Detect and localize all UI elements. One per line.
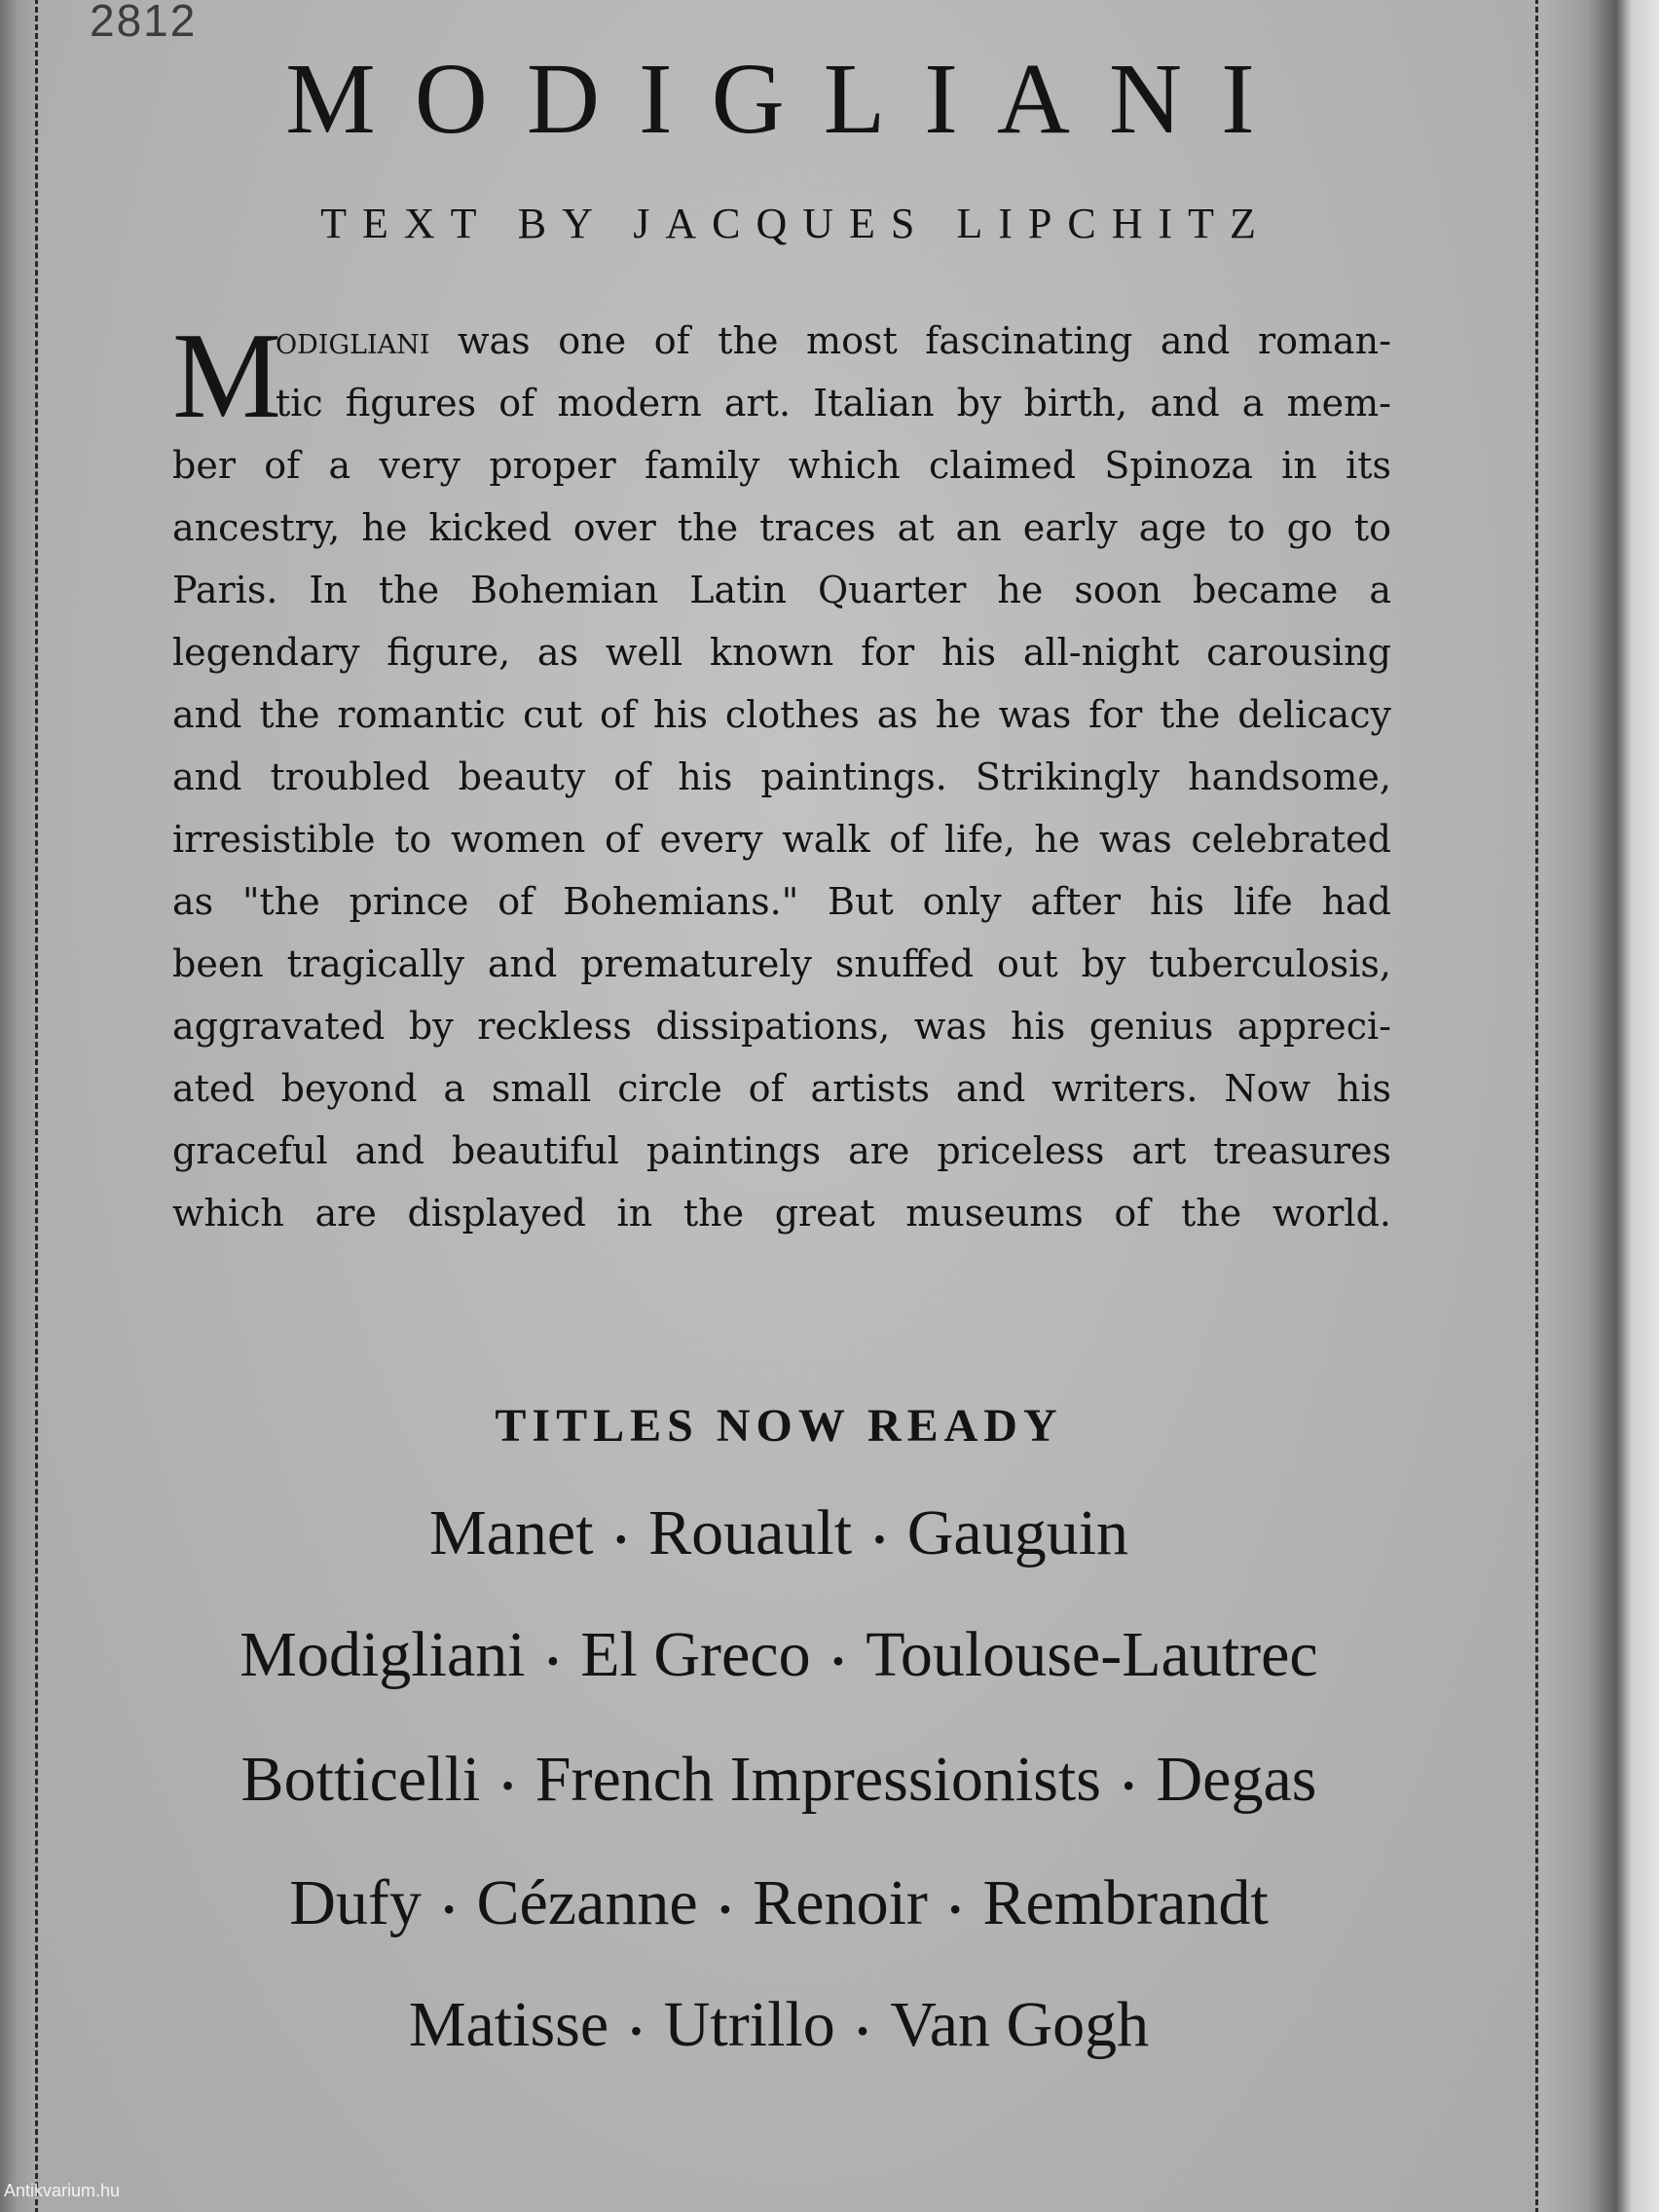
paragraph-line: graceful and beautiful paintings are priceless art treasures — [172, 1129, 1391, 1172]
title-item: Degas — [1156, 1744, 1317, 1815]
description-paragraph — [172, 310, 1391, 1244]
bullet-separator: • — [719, 1889, 732, 1929]
titles-row — [146, 1736, 1412, 1829]
titles-row — [146, 1611, 1412, 1705]
title-item: Toulouse-Lautrec — [866, 1619, 1318, 1690]
bullet-separator: • — [1122, 1765, 1135, 1805]
book-title: MODIGLIANI — [285, 43, 1294, 155]
title-item: El Greco — [580, 1619, 811, 1690]
line-text: was one of the most fascinating and roman- — [429, 319, 1391, 362]
titles-row — [146, 1981, 1412, 2075]
paragraph-line: which are displayed in the great museums of the world. — [172, 1192, 1391, 1235]
first-word: odigliani — [276, 319, 430, 362]
paragraph-line: been tragically and prematurely snuffed out by tuberculosis, — [172, 942, 1391, 985]
bullet-separator: • — [873, 1519, 886, 1559]
title-item: Matisse — [408, 1989, 609, 2060]
paragraph-line: as "the prince of Bohemians." But only after his life had — [172, 880, 1391, 923]
title-item: Utrillo — [663, 1989, 835, 2060]
titles-heading: TITLES NOW READY — [495, 1400, 1063, 1452]
title-item: Renoir — [753, 1867, 928, 1938]
paragraph-line: ber of a very proper family which claimed Spinoza in its — [172, 444, 1391, 487]
paragraph-line: legendary figure, as well known for his all-night carousing — [172, 631, 1391, 674]
bullet-separator: • — [501, 1765, 514, 1805]
bullet-separator: • — [614, 1519, 628, 1559]
titles-row — [146, 1490, 1412, 1583]
bullet-separator: • — [831, 1641, 845, 1680]
title-item: Dufy — [289, 1867, 422, 1938]
drop-cap: M — [172, 309, 282, 444]
paragraph-line: aggravated by reckless dissipations, was his genius appreci- — [172, 1005, 1391, 1048]
bullet-separator: • — [856, 2010, 869, 2050]
paragraph-line: tic figures of modern art. Italian by birth, and a mem- — [276, 382, 1391, 424]
paragraph-line: Paris. In the Bohemian Latin Quarter he soon became a — [172, 569, 1391, 611]
paragraph-line: and the romantic cut of his clothes as he was for the delicacy — [172, 693, 1391, 736]
title-item: Botticelli — [240, 1744, 481, 1815]
title-item: Manet — [428, 1497, 594, 1568]
title-item: Modigliani — [240, 1619, 526, 1690]
title-item: Rouault — [648, 1497, 853, 1568]
title-item: French Impressionists — [535, 1744, 1101, 1815]
paragraph-line: ated beyond a small circle of artists and writers. Now his — [172, 1067, 1391, 1110]
title-item: Rembrandt — [982, 1867, 1269, 1938]
title-item: Cézanne — [476, 1867, 698, 1938]
title-item: Van Gogh — [890, 1989, 1150, 2060]
title-item: Gauguin — [906, 1497, 1129, 1568]
paragraph-line: ancestry, he kicked over the traces at an early age to go to — [172, 506, 1391, 549]
handwritten-note: 2812 — [90, 0, 198, 46]
paragraph-line: irresistible to women of every walk of life, he was celebrated — [172, 818, 1391, 861]
bullet-separator: • — [948, 1889, 962, 1929]
author-byline: TEXT BY JACQUES LIPCHITZ — [320, 200, 1272, 247]
titles-row — [146, 1860, 1412, 1953]
bullet-separator: • — [442, 1889, 456, 1929]
bullet-separator: • — [546, 1641, 560, 1680]
watermark-text: Antikvarium.hu — [4, 2181, 121, 2200]
bullet-separator: • — [630, 2010, 643, 2050]
paragraph-line: and troubled beauty of his paintings. Strikingly handsome, — [172, 756, 1391, 798]
paragraph-line — [172, 310, 1391, 372]
